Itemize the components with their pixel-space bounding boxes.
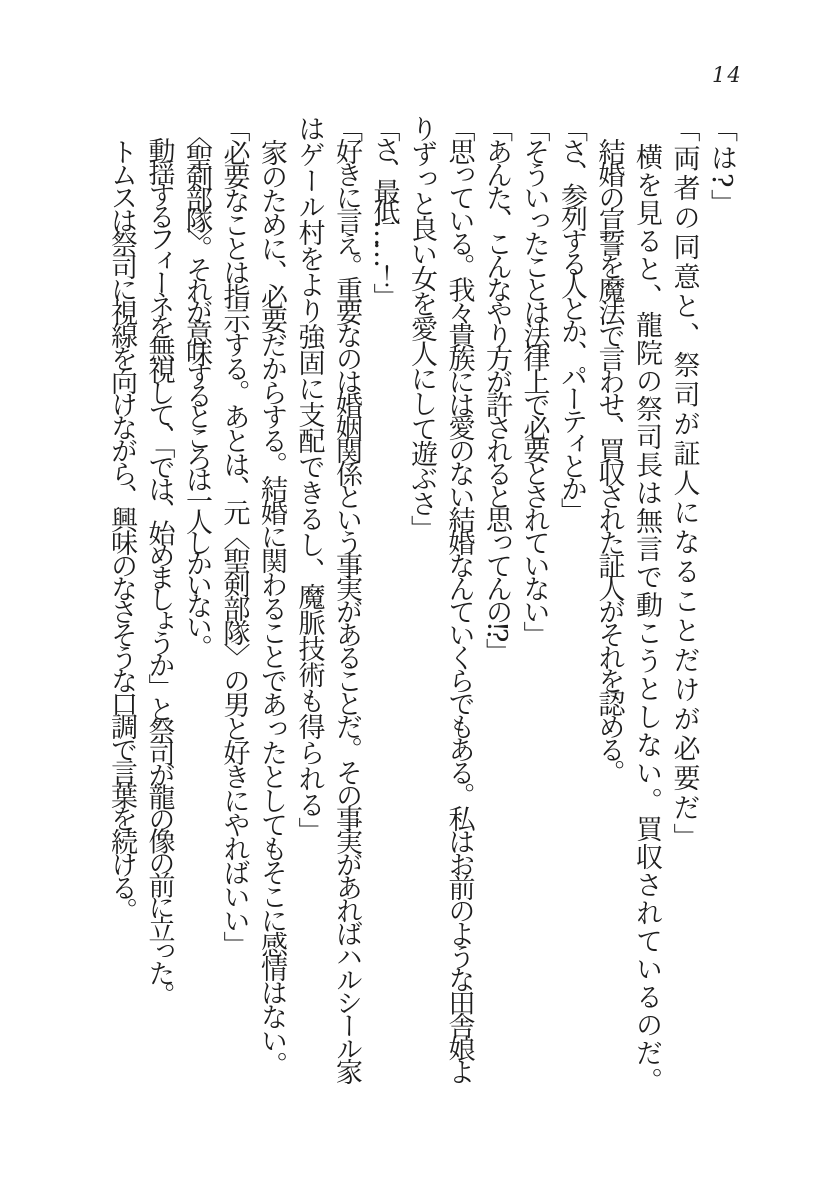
body-text (103, 115, 741, 1130)
text-column: 「さ、最低……！」 (368, 115, 400, 304)
text-column: 家のために、必要だからする。結婚に関わることであったとしてもそこに感情はない。 (256, 115, 287, 1075)
text-column: 結婚の宣誓を魔法で言わせ、買収された証人がそれを認める。 (593, 115, 625, 782)
text-column: 「必要なことは指示する。あとは、元〈聖剣部隊〉の男と好きにやればいい」 (218, 115, 250, 955)
text-column: 「好きに言え。重要なのは婚姻関係という事実があることだ。その事実があればハルシール家 (331, 115, 362, 1081)
text-column: 「そういったことは法律上で必要とされていない」 (518, 115, 550, 644)
text-column: 動揺するフィーネを無視して、「では、始めましょうか」と祭司が龍の像の前に立った。 (143, 115, 175, 1004)
text-column: 〈聖剣部隊〉。それが意味するところは一人しかいない。 (181, 115, 212, 655)
text-column: トムスは祭司に視線を向けながら、興味のなさそうな口調で言葉を続ける。 (106, 115, 137, 920)
page-number: 14 (712, 63, 743, 87)
text-column: 「さ、参列する人とか、パーティとか」 (556, 115, 587, 520)
text-column: はゲール村をより強固に支配できるし、魔脈技術も得られる」 (293, 115, 325, 843)
text-column: 「あんた、こんなやり方が許されると思ってんの!?」 (481, 115, 512, 662)
text-column: 「は?」 (706, 115, 737, 219)
text-column: りずっと良い女を愛人にして遊ぶさ」 (406, 115, 437, 540)
text-column: 「両者の同意と、祭司が証人になることだけが必要だ」 (668, 115, 700, 853)
text-column: 「思っている。我々貴族には愛のない結婚なんていくらでもある。私はお前のような田舎娘よ (443, 115, 475, 1081)
text-column: 横を見ると、龍院の祭司長は無言で動こうとしない。買収されているのだ。 (631, 115, 662, 1095)
